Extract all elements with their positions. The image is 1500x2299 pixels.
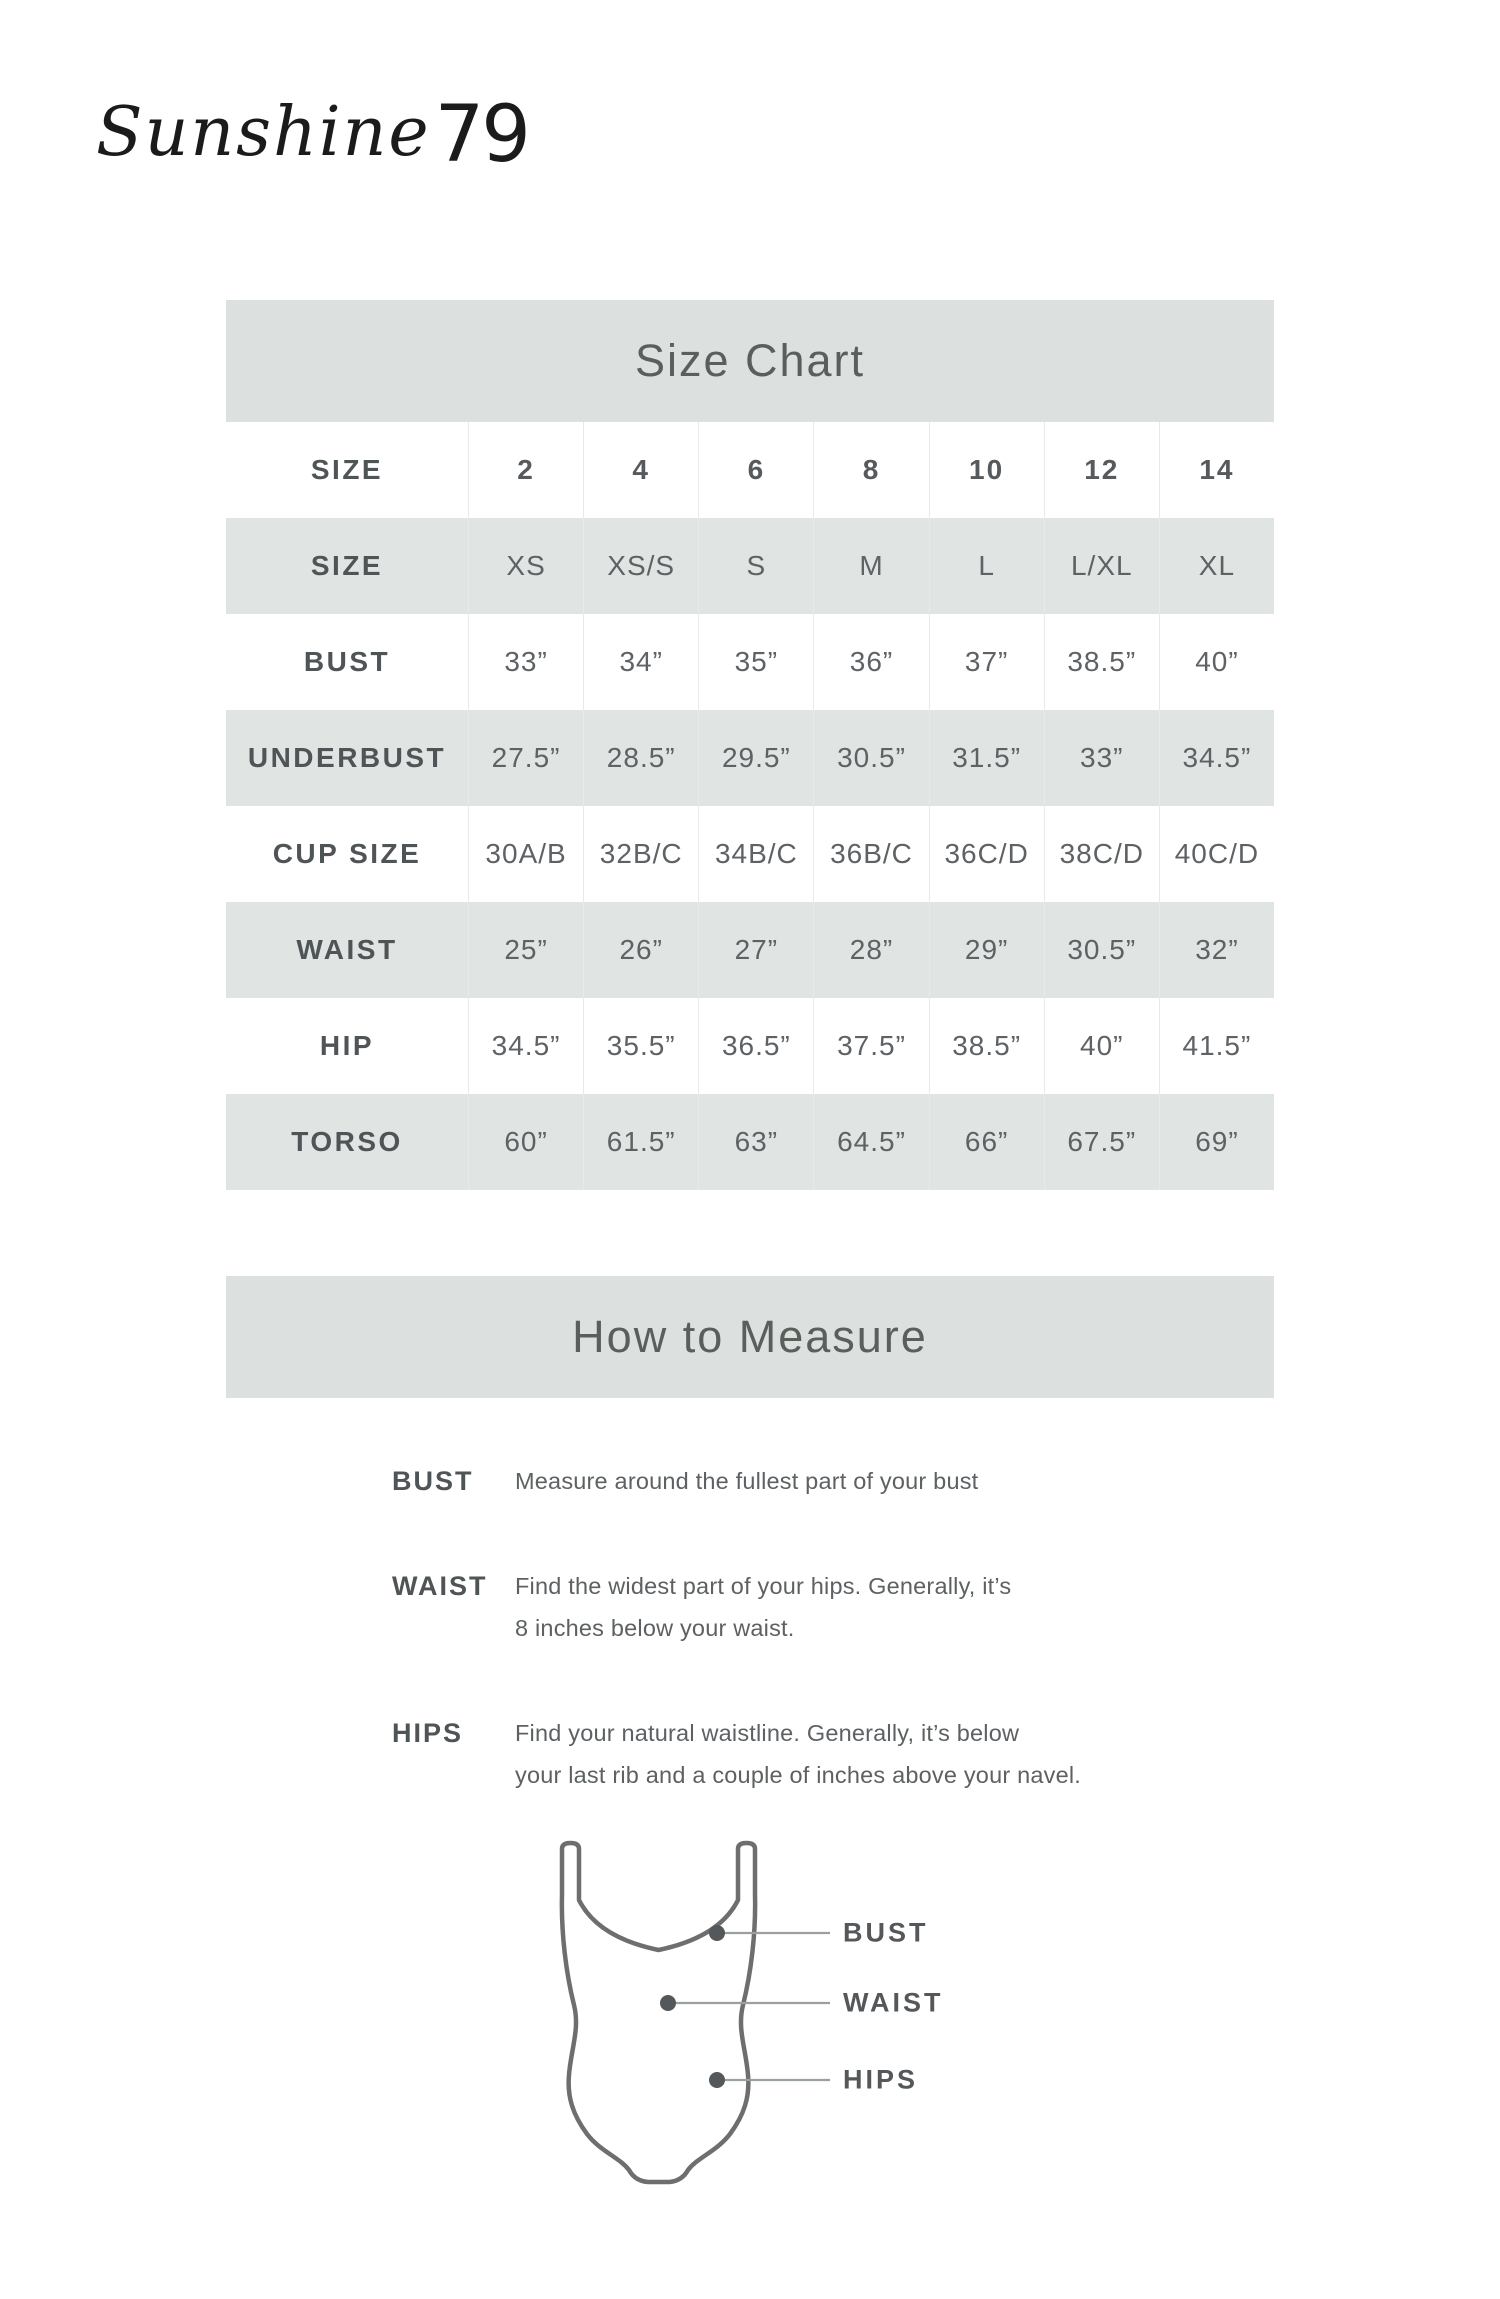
table-cell: 40C/D [1159, 806, 1274, 902]
table-cell: 69” [1159, 1094, 1274, 1190]
size-chart-section [226, 300, 1274, 1190]
table-row [226, 806, 1274, 902]
table-cell: XS/S [583, 518, 698, 614]
table-row [226, 1094, 1274, 1190]
table-cell: 29.5” [698, 710, 813, 806]
row-label: SIZE [310, 550, 384, 581]
table-cell: 8 [813, 422, 928, 518]
table-cell: L [929, 518, 1044, 614]
table-cell: 10 [929, 422, 1044, 518]
table-cell: 14 [1159, 422, 1274, 518]
table-cell: 63” [698, 1094, 813, 1190]
table-cell: 35” [698, 614, 813, 710]
table-cell: 2 [468, 422, 583, 518]
how-to-measure-section [226, 1276, 1274, 1859]
table-row [226, 422, 1274, 518]
instruction-text [515, 1565, 1011, 1649]
table-cell: 36.5” [698, 998, 813, 1094]
table-cell: L/XL [1044, 518, 1159, 614]
table-cell: 4 [583, 422, 698, 518]
table-cell: 30A/B [468, 806, 583, 902]
brand-logo-number: 79 [434, 90, 528, 180]
instruction-line: Measure around the fullest part of your bust [515, 1468, 979, 1494]
table-cell: 32” [1159, 902, 1274, 998]
table-cell: 40” [1044, 998, 1159, 1094]
table-cell: 28.5” [583, 710, 698, 806]
table-cell: S [698, 518, 813, 614]
table-cell: 29” [929, 902, 1044, 998]
diagram-label-waist: WAIST [843, 1987, 944, 2018]
table-cell: XL [1159, 518, 1274, 614]
table-row [226, 998, 1274, 1094]
instruction-line: your last rib and a couple of inches above your navel. [515, 1762, 1081, 1788]
row-label: CUP SIZE [272, 838, 422, 869]
table-cell: 34” [583, 614, 698, 710]
table-cell: 41.5” [1159, 998, 1274, 1094]
table-cell: 66” [929, 1094, 1044, 1190]
table-cell: 33” [1044, 710, 1159, 806]
instruction-row [392, 1460, 1274, 1502]
swimsuit-outline-icon [560, 1843, 860, 2193]
table-cell: 64.5” [813, 1094, 928, 1190]
table-cell: 27.5” [468, 710, 583, 806]
row-label: BUST [303, 646, 391, 677]
brand-logo-script: Sunshine [96, 93, 431, 172]
table-cell: 34.5” [468, 998, 583, 1094]
size-chart-header [226, 300, 1274, 422]
how-to-measure-header [226, 1276, 1274, 1398]
table-cell: 34.5” [1159, 710, 1274, 806]
instruction-line: Find the widest part of your hips. Generally, it’s [515, 1573, 1012, 1599]
table-row [226, 710, 1274, 806]
table-cell: 60” [468, 1094, 583, 1190]
table-cell: 33” [468, 614, 583, 710]
table-cell: 28” [813, 902, 928, 998]
row-label: UNDERBUST [247, 742, 447, 773]
table-cell: XS [468, 518, 583, 614]
table-cell: 38.5” [929, 998, 1044, 1094]
diagram-label-bust: BUST [843, 1917, 929, 1948]
row-label: TORSO [291, 1126, 403, 1157]
table-cell: 26” [583, 902, 698, 998]
table-cell: 38.5” [1044, 614, 1159, 710]
measurement-diagram [560, 1843, 1040, 2203]
table-cell: 6 [698, 422, 813, 518]
table-cell: 36C/D [929, 806, 1044, 902]
brand-logo [96, 84, 528, 180]
instruction-line: Find your natural waistline. Generally, it’s below [515, 1720, 1020, 1746]
table-cell: 67.5” [1044, 1094, 1159, 1190]
table-cell: 30.5” [813, 710, 928, 806]
row-label: SIZE [310, 454, 384, 485]
table-cell: 40” [1159, 614, 1274, 710]
instruction-row [392, 1712, 1274, 1796]
instruction-line: 8 inches below your waist. [515, 1615, 795, 1641]
table-cell: 37.5” [813, 998, 928, 1094]
how-to-measure-title: How to Measure [572, 1311, 928, 1362]
table-cell: 36” [813, 614, 928, 710]
table-cell: 36B/C [813, 806, 928, 902]
row-label: HIP [319, 1030, 375, 1061]
table-cell: 25” [468, 902, 583, 998]
table-cell: 30.5” [1044, 902, 1159, 998]
table-cell: 31.5” [929, 710, 1044, 806]
size-chart-title: Size Chart [634, 335, 866, 386]
table-cell: 32B/C [583, 806, 698, 902]
diagram-label-hips: HIPS [843, 2064, 919, 2095]
instruction-row [392, 1565, 1274, 1649]
instruction-label: WAIST [392, 1571, 488, 1601]
table-row [226, 614, 1274, 710]
instruction-label: BUST [392, 1466, 474, 1496]
table-cell: M [813, 518, 928, 614]
instruction-label: HIPS [392, 1718, 464, 1748]
table-cell: 34B/C [698, 806, 813, 902]
table-row [226, 518, 1274, 614]
row-label: WAIST [296, 934, 398, 965]
instruction-text [515, 1460, 978, 1502]
table-cell: 12 [1044, 422, 1159, 518]
table-cell: 35.5” [583, 998, 698, 1094]
table-cell: 37” [929, 614, 1044, 710]
measure-instructions [392, 1460, 1274, 1796]
table-cell: 27” [698, 902, 813, 998]
instruction-text [515, 1712, 1081, 1796]
table-cell: 61.5” [583, 1094, 698, 1190]
table-row [226, 902, 1274, 998]
table-cell: 38C/D [1044, 806, 1159, 902]
